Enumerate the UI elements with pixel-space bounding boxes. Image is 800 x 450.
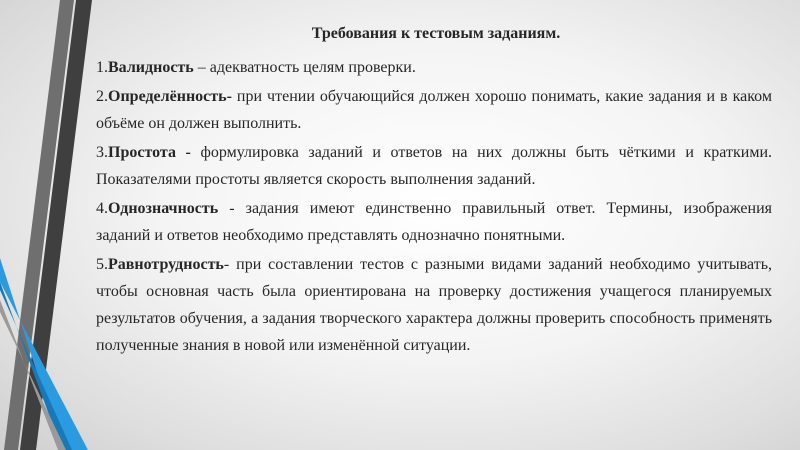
item-text: при чтении обучающийся должен хорошо понимать, какие задания и в каком объёме он должен выполнить. [96,88,772,132]
item-number: 1. [96,59,108,76]
item-number: 4. [96,200,108,217]
item-term: Равнотрудность [108,256,224,273]
item-text: формулировка заданий и ответов на них должны быть чёткими и краткими. Показателями простоты является скорость выполнения заданий. [96,144,773,188]
item-term: Простота - [108,144,191,161]
list-item-4 [96,195,772,249]
item-text: – адекватность целям проверки. [193,59,416,76]
item-term: Определённость- [108,88,232,105]
item-term: Однозначность [108,200,219,217]
item-text: - задания имеют единственно правильный ответ. Термины, изображения заданий и ответов необходимо представлять однозначно понятными. [96,200,772,244]
item-text: - при составлении тестов с разными видами заданий необходимо учитывать, чтобы основная часть была ориентирована на проверку достижения учащегося планируемых результатов обучения, а задания творческого характера должны проверить способность применять полученные знания в новой или изменённой ситуации. [96,256,772,354]
slide-title: Требования к тестовым заданиям. [311,25,561,42]
item-number: 3. [96,144,108,161]
item-term: Валидность [108,59,194,76]
slide-content [96,18,772,361]
list-item-1 [96,54,772,81]
item-number: 5. [96,256,108,273]
list-item-5 [96,251,772,359]
list-item-2 [96,83,772,137]
list-item-3 [96,139,772,193]
item-number: 2. [96,88,108,105]
